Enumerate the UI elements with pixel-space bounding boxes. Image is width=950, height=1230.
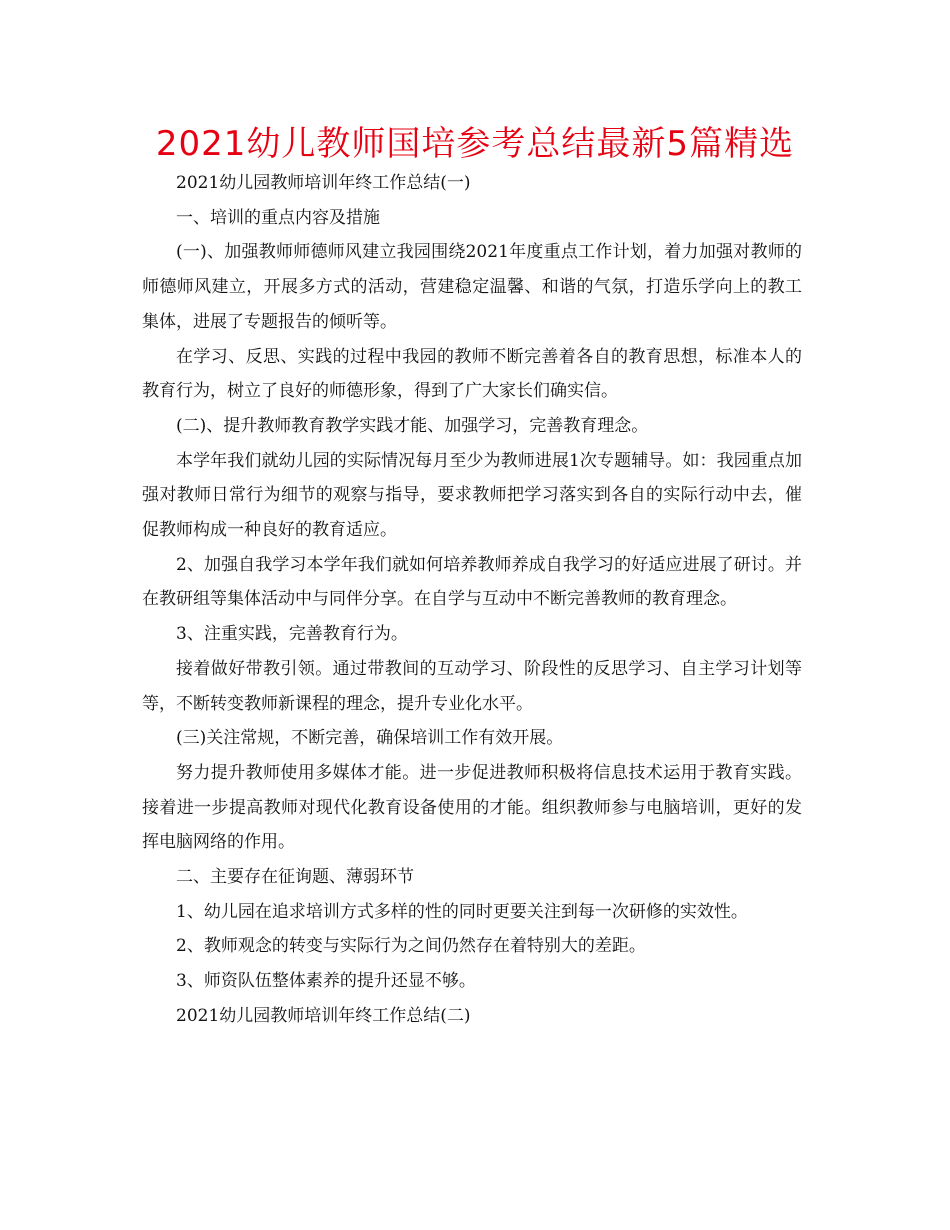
section-heading-training-focus: 一、培训的重点内容及措施 <box>176 207 380 228</box>
list-item: 1、幼儿园在追求培训方式多样的性的同时更要关注到每一次研修的实效性。 <box>176 901 748 922</box>
paragraph: (二)、提升教师教育教学实践才能、加强学习，完善教育理念。 <box>176 415 649 436</box>
paragraph: 2、加强自我学习本学年我们就如何培养教师养成自我学习的好适应进展了研讨。并在教研组等集体活动中与同伴分享。在自学与互动中不断完善教师的教育理念。 <box>142 554 802 610</box>
document-body <box>142 166 802 1034</box>
paragraph: 接着做好带教引领。通过带教间的互动学习、阶段性的反思学习、自主学习计划等等，不断转变教师新课程的理念，提升专业化水平。 <box>142 658 802 714</box>
paragraph: 3、注重实践，完善教育行为。 <box>176 624 408 645</box>
section-heading-summary-2: 2021幼儿园教师培训年终工作总结(二) <box>176 1005 471 1026</box>
list-item: 2、教师观念的转变与实际行为之间仍然存在着特别大的差距。 <box>176 936 646 957</box>
list-item: 3、师资队伍整体素养的提升还显不够。 <box>176 971 476 992</box>
paragraph: 努力提升教师使用多媒体才能。进一步促进教师积极将信息技术运用于教育实践。接着进一步提高教师对现代化教育设备使用的才能。组织教师参与电脑培训，更好的发挥电脑网络的作用。 <box>142 762 802 853</box>
paragraph: 在学习、反思、实践的过程中我园的教师不断完善着各自的教育思想，标准本人的教育行为，树立了良好的师德形象，得到了广大家长们确实信。 <box>142 346 802 402</box>
paragraph: 本学年我们就幼儿园的实际情况每月至少为教师进展1次专题辅导。如：我园重点加强对教师日常行为细节的观察与指导，要求教师把学习落实到各自的实际行动中去，催促教师构成一种良好的教育适应。 <box>142 450 802 541</box>
section-heading-summary-1: 2021幼儿园教师培训年终工作总结(一) <box>176 173 471 193</box>
section-heading-problems: 二、主要存在征询题、薄弱环节 <box>176 867 414 888</box>
paragraph: (三)关注常规，不断完善，确保培训工作有效开展。 <box>176 728 564 749</box>
paragraph: (一)、加强教师师德师风建立我园围绕2021年度重点工作计划，着力加强对教师的师德师风建立，开展多方式的活动，营建稳定温馨、和谐的气氛，打造乐学向上的教工集体，进展了专题报告的倾听等。 <box>142 242 802 332</box>
document-title: 2021幼儿教师国培参考总结最新5篇精选 <box>155 124 795 164</box>
